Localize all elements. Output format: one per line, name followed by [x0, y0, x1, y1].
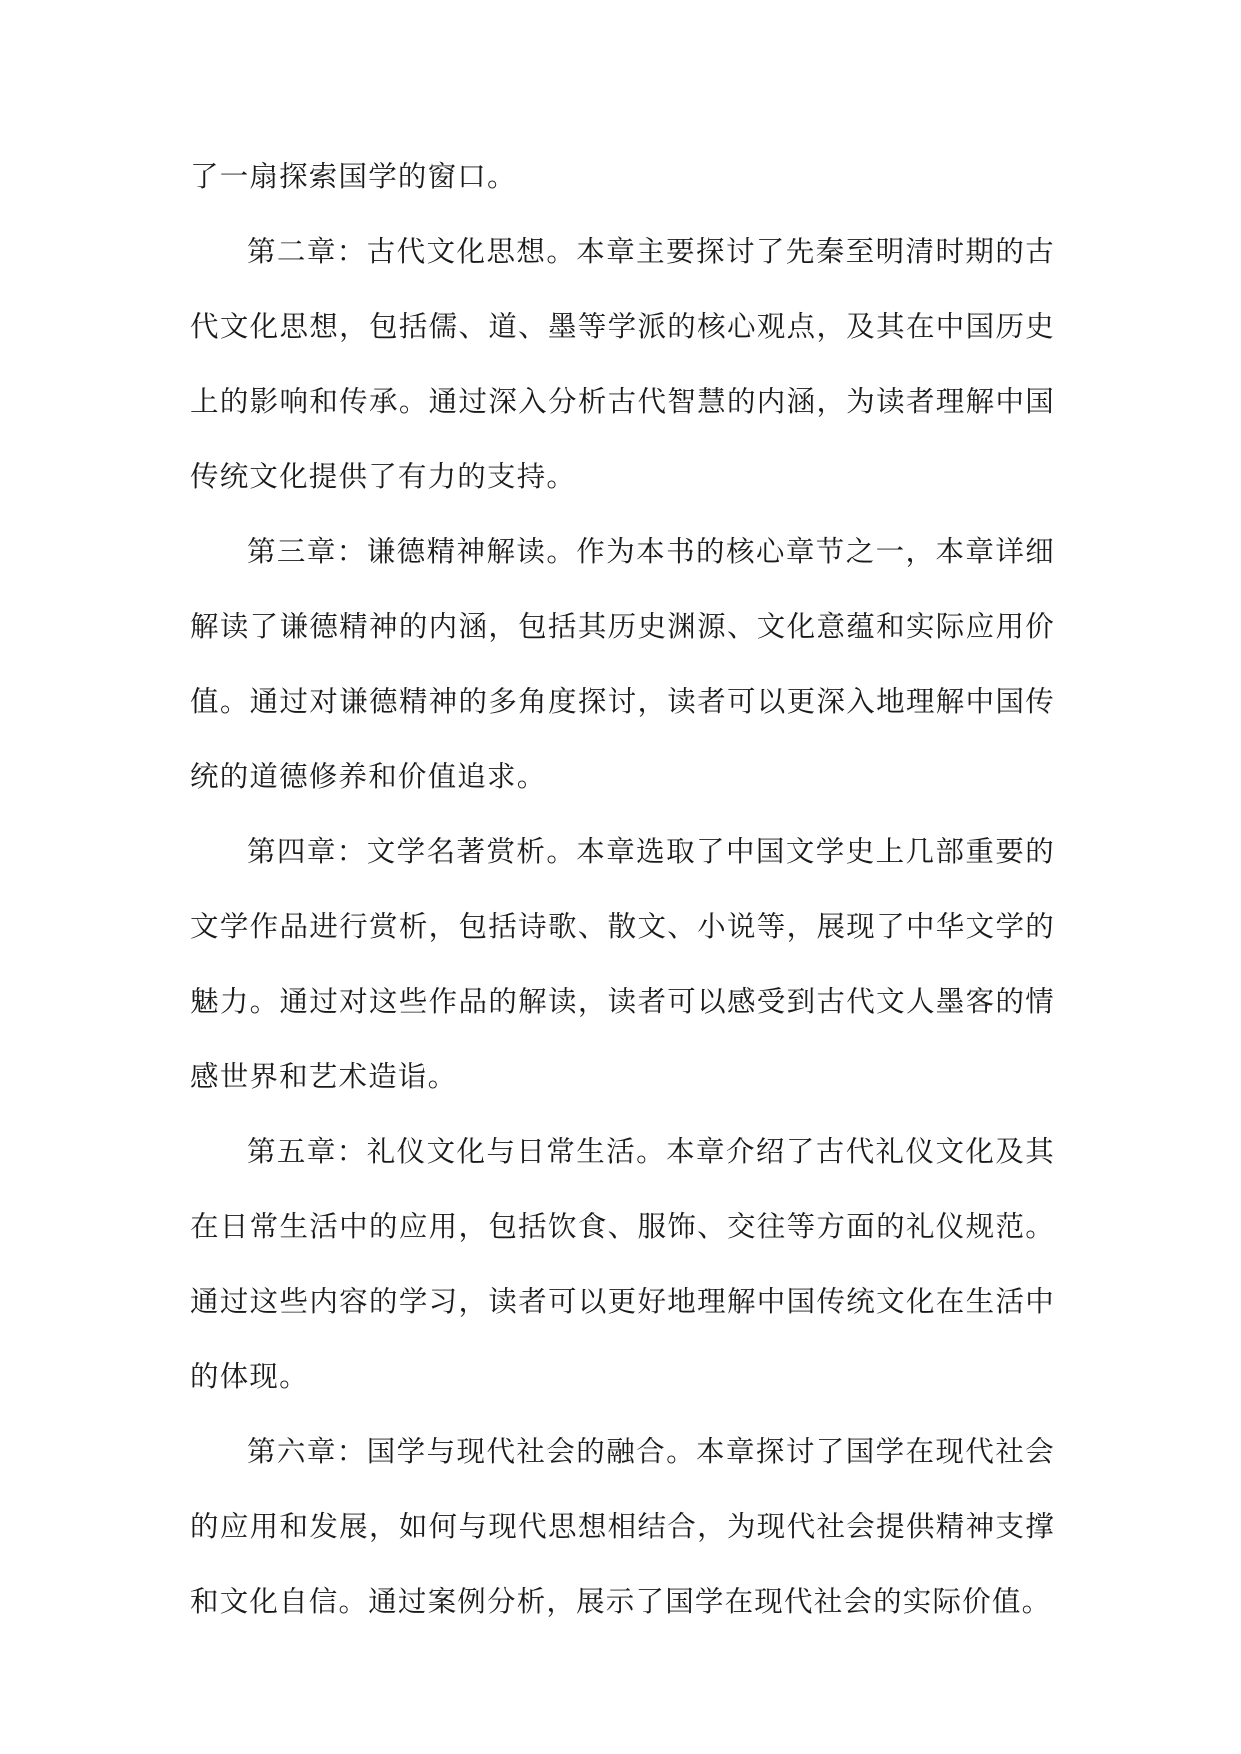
paragraph-chapter-2: 第二章：古代文化思想。本章主要探讨了先秦至明清时期的古代文化思想，包括儒、道、墨等学派的核心观点，及其在中国历史上的影响和传承。通过深入分析古代智慧的内涵，为读者理解中国传统文化提供了有力的支持。 — [190, 235, 1055, 493]
paragraph-chapter-3: 第三章：谦德精神解读。作为本书的核心章节之一，本章详细解读了谦德精神的内涵，包括其历史渊源、文化意蕴和实际应用价值。通过对谦德精神的多角度探讨，读者可以更深入地理解中国传统的道德修养和价值追求。 — [190, 535, 1055, 793]
paragraph-chapter-6: 第六章：国学与现代社会的融合。本章探讨了国学在现代社会的应用和发展，如何与现代思想相结合，为现代社会提供精神支撑和文化自信。通过案例分析，展示了国学在现代社会的实际价值。 — [190, 1435, 1055, 1618]
paragraph-chapter-4: 第四章：文学名著赏析。本章选取了中国文学史上几部重要的文学作品进行赏析，包括诗歌、散文、小说等，展现了中华文学的魅力。通过对这些作品的解读，读者可以感受到古代文人墨客的情感世界和艺术造诣。 — [190, 835, 1055, 1093]
paragraph-continuation: 了一扇探索国学的窗口。 — [190, 160, 517, 193]
body-text — [190, 139, 1055, 1639]
paragraph-chapter-5: 第五章：礼仪文化与日常生活。本章介绍了古代礼仪文化及其在日常生活中的应用，包括饮食、服饰、交往等方面的礼仪规范。通过这些内容的学习，读者可以更好地理解中国传统文化在生活中的体现。 — [190, 1135, 1055, 1393]
